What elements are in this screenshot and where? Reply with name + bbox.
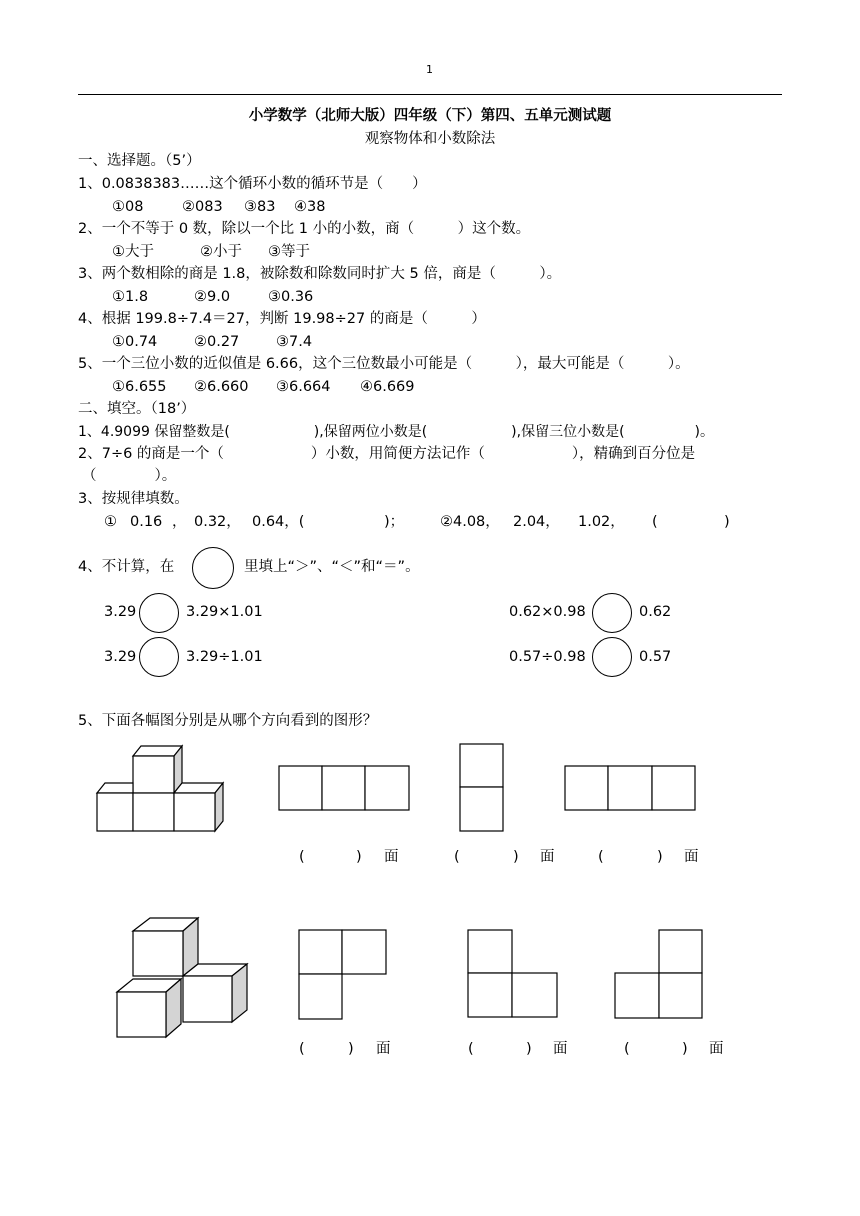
view-4-shape	[299, 930, 386, 1019]
s1-q5-option-3: ③6.664	[276, 379, 331, 395]
view-4-open: (	[299, 1041, 305, 1057]
compare-3-right: 0.62	[639, 604, 672, 620]
s1-q1-option-2: ②083	[182, 199, 223, 215]
compare-1-left: 3.29	[104, 604, 137, 620]
view-2-shape	[460, 744, 503, 831]
s2-q3-seq1-end: )；	[384, 514, 405, 530]
cube-figure-1	[97, 746, 223, 831]
view-5-open: (	[468, 1041, 474, 1057]
s2-question-4-before: 4、不计算，在	[78, 559, 175, 575]
view-1-face: 面	[384, 849, 399, 865]
compare-4-right: 0.57	[639, 649, 672, 665]
s1-q3-option-1: ①1.8	[112, 289, 149, 305]
s2-question-3: 3、按规律填数。	[78, 491, 189, 507]
compare-2-right: 3.29÷1.01	[186, 649, 263, 665]
view-3-face: 面	[684, 849, 699, 865]
s2-q3-seq1-comma: ，	[172, 514, 187, 530]
view-1-shape	[279, 766, 409, 810]
s1-q1-option-4: ④38	[294, 199, 326, 215]
s2-q3-seq1-term3: 0.64，(	[252, 514, 305, 530]
s1-q4-option-3: ③7.4	[276, 334, 313, 350]
s2-question-4-after: 里填上“＞”、“＜”和“＝”。	[244, 559, 420, 575]
view-3-shape	[565, 766, 695, 810]
s1-q1-option-3: ③83	[244, 199, 276, 215]
view-2-face: 面	[540, 849, 555, 865]
view-4-face: 面	[376, 1041, 391, 1057]
compare-4-left: 0.57÷0.98	[509, 649, 586, 665]
section1-heading: 一、选择题。（5’）	[78, 153, 201, 169]
s1-question-3: 3、两个数相除的商是 1.8，被除数和除数同时扩大 5 倍，商是（ ）。	[78, 266, 562, 282]
s1-q4-option-1: ①0.74	[112, 334, 158, 350]
s2-q3-seq1-marker: ①	[104, 514, 117, 530]
s2-q3-seq1-term1: 0.16	[130, 514, 163, 530]
s2-question-1: 1、4.9099 保留整数是( ),保留两位小数是( ),保留三位小数是( )。	[78, 424, 715, 440]
s1-q4-option-2: ②0.27	[194, 334, 240, 350]
view-6-shape	[615, 930, 702, 1018]
s1-question-4: 4、根据 199.8÷7.4＝27，判断 19.98÷27 的商是（ ）	[78, 311, 486, 327]
s1-q3-option-2: ②9.0	[194, 289, 231, 305]
page-number: 1	[426, 63, 433, 76]
page-title: 小学数学（北师大版）四年级（下）第四、五单元测试题	[248, 108, 612, 124]
view-3-close: )	[657, 849, 663, 865]
s1-q5-option-2: ②6.660	[194, 379, 249, 395]
page-subtitle: 观察物体和小数除法	[364, 131, 496, 147]
s1-q2-option-3: ③等于	[268, 244, 310, 260]
view-5-shape	[468, 930, 557, 1017]
view-5-close: )	[526, 1041, 532, 1057]
s1-q2-option-2: ②小于	[200, 244, 242, 260]
s2-q3-seq2-term3: 1.02，	[578, 514, 625, 530]
s1-q3-option-3: ③0.36	[268, 289, 314, 305]
s1-q1-option-1: ①08	[112, 199, 144, 215]
view-4-close: )	[348, 1041, 354, 1057]
s1-q5-option-4: ④6.669	[360, 379, 415, 395]
s2-question-5: 5、下面各幅图分别是从哪个方向看到的图形？	[78, 713, 378, 729]
cube-figure-2	[117, 918, 247, 1037]
s1-question-2: 2、一个不等于 0 数，除以一个比 1 小的小数，商（ ）这个数。	[78, 221, 531, 237]
s2-q3-seq2-close: )	[724, 514, 730, 530]
view-6-open: (	[624, 1041, 630, 1057]
view-2-open: (	[454, 849, 460, 865]
s2-question-2-line2: （ ）。	[82, 468, 177, 484]
compare-3-left: 0.62×0.98	[509, 604, 586, 620]
compare-1-right: 3.29×1.01	[186, 604, 263, 620]
s2-question-2-line1: 2、7÷6 的商是一个（ ）小数，用简便方法记作（ ），精确到百分位是	[78, 446, 696, 462]
s1-question-5: 5、一个三位小数的近似值是 6.66，这个三位数最小可能是（ ），最大可能是（ ）。	[78, 356, 690, 372]
section2-heading: 二、填空。（18’）	[78, 401, 196, 417]
s2-q3-seq2-term1: ②4.08，	[440, 514, 500, 530]
compare-2-left: 3.29	[104, 649, 137, 665]
view-1-open: (	[299, 849, 305, 865]
s2-q3-seq1-term2: 0.32，	[194, 514, 241, 530]
s1-question-1: 1、0.0838383……这个循环小数的循环节是（ ）	[78, 176, 427, 192]
s2-q3-seq2-open: (	[652, 514, 658, 530]
view-5-face: 面	[553, 1041, 568, 1057]
s2-q3-seq2-term2: 2.04，	[513, 514, 560, 530]
s1-q2-option-1: ①大于	[112, 244, 154, 260]
view-6-close: )	[682, 1041, 688, 1057]
view-2-close: )	[513, 849, 519, 865]
s1-q5-option-1: ①6.655	[112, 379, 167, 395]
view-3-open: (	[598, 849, 604, 865]
view-6-face: 面	[709, 1041, 724, 1057]
view-1-close: )	[356, 849, 362, 865]
